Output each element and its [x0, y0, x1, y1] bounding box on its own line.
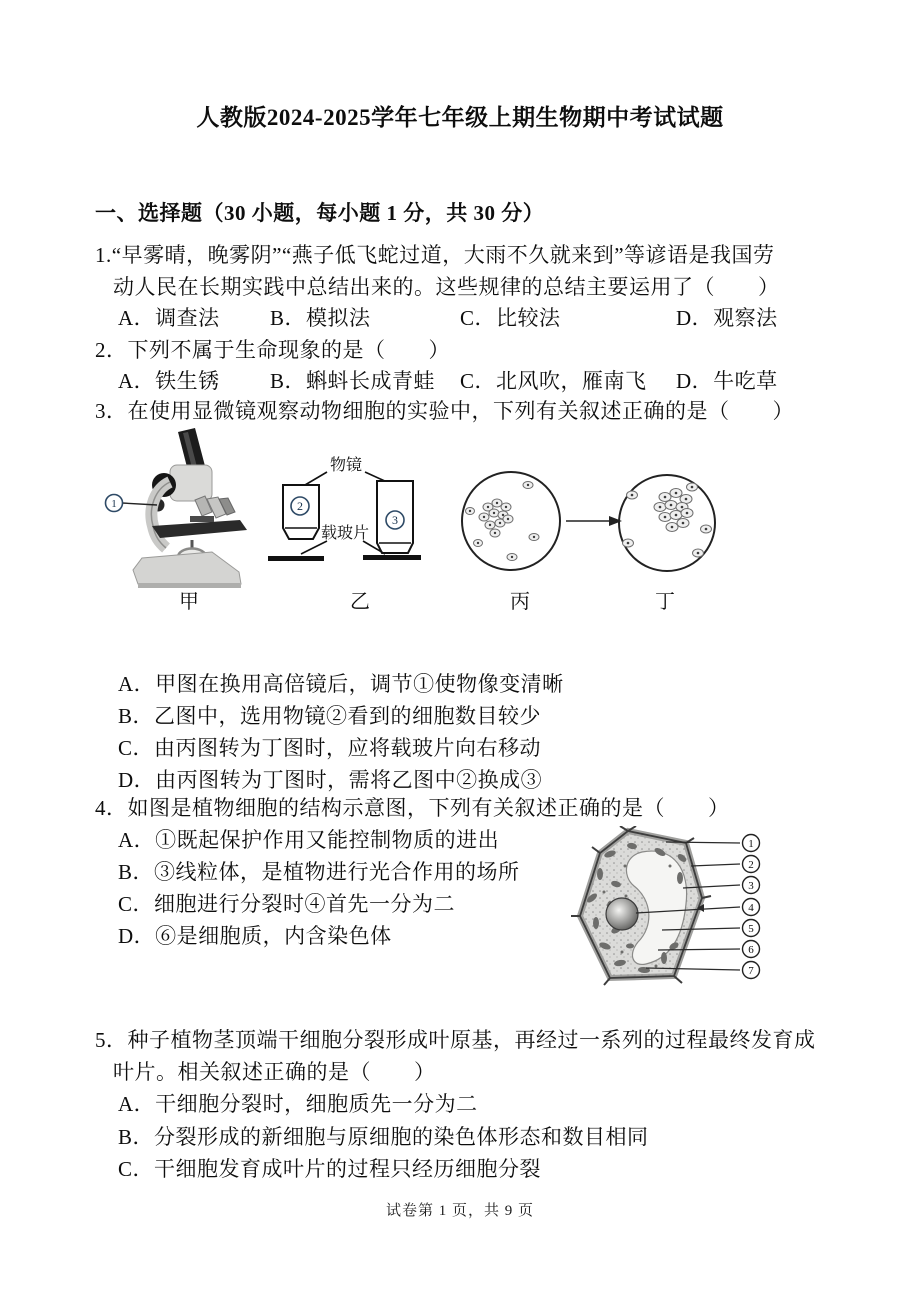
- plant-cell-figure: [570, 826, 780, 994]
- q5-option-c: C．干细胞发育成叶片的过程只经历细胞分裂: [118, 1157, 542, 1181]
- slide-right-icon: [363, 555, 421, 560]
- section-heading: 一、选择题（30 小题，每小题 1 分，共 30 分）: [95, 201, 545, 225]
- q2-option-c: C．北风吹，雁南飞: [460, 369, 647, 393]
- q4-option-c: C．细胞进行分裂时④首先一分为二: [118, 892, 456, 916]
- q2-stem: 2．下列不属于生命现象的是（ ）: [95, 338, 450, 362]
- q4-option-a: A．①既起保护作用又能控制物质的进出: [118, 828, 500, 852]
- q2-option-a: A．铁生锈: [118, 369, 220, 393]
- svg-text:4: 4: [748, 902, 754, 914]
- q3-option-c: C．由丙图转为丁图时，应将载玻片向右移动: [118, 736, 542, 760]
- q1-option-b: B．模拟法: [270, 306, 371, 330]
- q4-option-b: B．③线粒体，是植物进行光合作用的场所: [118, 860, 520, 884]
- q1-option-a: A．调查法: [118, 306, 220, 330]
- microscope-figure: [100, 426, 260, 590]
- slide-label: 载玻片: [320, 525, 370, 542]
- svg-text:3: 3: [392, 513, 398, 527]
- caption-bing: 丙: [510, 591, 531, 613]
- svg-text:1: 1: [111, 498, 117, 510]
- q3-option-d: D．由丙图转为丁图时，需将乙图中②换成③: [118, 768, 543, 792]
- q2-option-b: B．蝌蚪长成青蛙: [270, 369, 436, 393]
- svg-text:2: 2: [748, 859, 754, 871]
- page-title: 人教版2024-2025学年七年级上期生物期中考试试题: [196, 105, 724, 130]
- svg-text:6: 6: [748, 944, 754, 956]
- q5-stem-line2: 叶片。相关叙述正确的是（ ）: [113, 1060, 436, 1084]
- objective-lens-figure: [265, 448, 425, 580]
- svg-text:7: 7: [748, 965, 754, 977]
- q4-stem: 4．如图是植物细胞的结构示意图，下列有关叙述正确的是（ ）: [95, 796, 730, 820]
- svg-text:2: 2: [297, 499, 303, 513]
- slide-left-icon: [268, 556, 324, 561]
- q4-option-d: D．⑥是细胞质，内含染色体: [118, 924, 392, 948]
- svg-text:1: 1: [748, 838, 754, 850]
- q3-option-b: B．乙图中，选用物镜②看到的细胞数目较少: [118, 704, 542, 728]
- q1-stem-line2: 动人民在长期实践中总结出来的。这些规律的总结主要运用了（ ）: [113, 275, 780, 299]
- q5-option-b: B．分裂形成的新细胞与原细胞的染色体形态和数目相同: [118, 1125, 649, 1149]
- caption-ding: 丁: [655, 591, 676, 613]
- q3-option-a: A．甲图在换用高倍镜后，调节①使物像变清晰: [118, 672, 564, 696]
- caption-jia: 甲: [179, 591, 200, 613]
- q1-stem-line1: 1.“早雾晴，晚雾阴”“燕子低飞蛇过道，大雨不久就来到”等谚语是我国劳: [95, 243, 775, 267]
- q5-option-a: A．干细胞分裂时，细胞质先一分为二: [118, 1092, 478, 1116]
- q2-option-d: D．牛吃草: [676, 369, 778, 393]
- cell-structure-labels: [743, 835, 760, 979]
- q3-stem: 3．在使用显微镜观察动物细胞的实验中，下列有关叙述正确的是（ ）: [95, 399, 794, 423]
- q1-option-c: C．比较法: [460, 306, 561, 330]
- svg-text:3: 3: [748, 880, 754, 892]
- nucleus-icon: [606, 898, 638, 930]
- q1-option-d: D．观察法: [676, 306, 778, 330]
- stage-icon: [152, 520, 247, 538]
- page-footer: 试卷第 1 页，共 9 页: [385, 1203, 534, 1219]
- field-of-view-figure: [450, 455, 760, 590]
- caption-yi: 乙: [350, 591, 371, 613]
- q5-stem-line1: 5．种子植物茎顶端干细胞分裂形成叶原基，再经过一系列的过程最终发育成: [95, 1028, 816, 1052]
- svg-text:5: 5: [748, 923, 754, 935]
- objective-lens-label: 物镜: [329, 457, 363, 474]
- base-icon: [133, 552, 241, 584]
